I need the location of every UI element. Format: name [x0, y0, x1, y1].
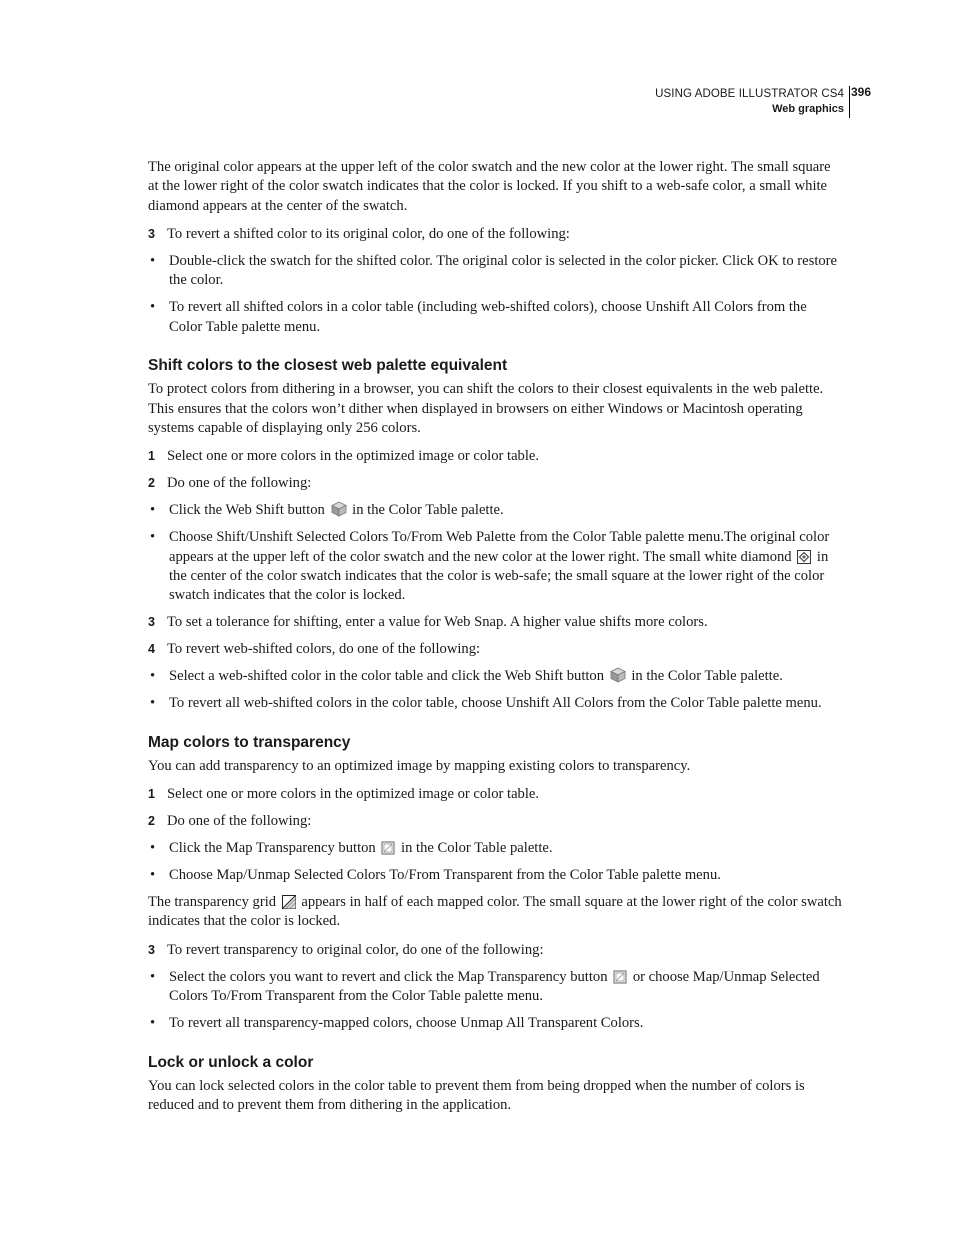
bullet: • — [150, 299, 156, 316]
bullet: • — [150, 668, 156, 685]
paragraph-lock: You can lock selected colors in the color table to prevent them from being dropped when the number of colors is reduced and to prevent them from dithering in the application. — [148, 1077, 805, 1113]
bullet-item — [148, 298, 842, 337]
bullet-text: Double-click the swatch for the shifted color. The original color is selected in the color picker. Click OK to restore the color. — [169, 253, 838, 289]
paragraph-map: You can add transparency to an optimized image by mapping existing colors to transparency. — [148, 757, 691, 774]
step-item — [148, 941, 842, 960]
bullet: • — [150, 253, 156, 270]
running-header — [655, 86, 844, 117]
bullet: • — [150, 695, 156, 712]
bullet-item — [148, 694, 842, 713]
paragraph-intro: The original color appears at the upper left of the color swatch and the new color at the lower right. The small square at the lower right of the color swatch indicates that the color is locked. If you shift to a web-safe color, a small white diamond appears at the center of the swatch. — [148, 159, 831, 214]
bullet: • — [150, 968, 156, 985]
paragraph-shift: To protect colors from dithering in a browser, you can shift the colors to their closest equivalents in the web palette. This ensures that the colors won’t dither when displayed in browsers on either Windows or Macintosh operating systems capable of displaying only 256 colors. — [148, 381, 824, 437]
bullet-text: Choose Map/Unmap Selected Colors To/From Transparent from the Color Table palette menu. — [169, 867, 721, 884]
web-shift-cube-icon — [610, 667, 626, 683]
section-title: Web graphics — [772, 103, 844, 115]
book-title: USING ADOBE ILLUSTRATOR CS4 — [655, 88, 844, 100]
step-text: To revert transparency to original color, do one of the following: — [167, 941, 544, 958]
transparency-grid-icon — [282, 895, 296, 909]
step-item — [148, 812, 842, 831]
step-number: 4 — [148, 642, 155, 657]
step-number: 2 — [148, 476, 155, 491]
step-number: 2 — [148, 814, 155, 829]
step-text: To set a tolerance for shifting, enter a value for Web Snap. A higher value shifts more colors. — [167, 614, 708, 631]
bullet-item — [148, 501, 842, 520]
step-text: Do one of the following: — [167, 813, 312, 830]
bullet-text: To revert all transparency-mapped colors, choose Unmap All Transparent Colors. — [169, 1015, 644, 1032]
step-text: Do one of the following: — [167, 475, 312, 492]
bullet: • — [150, 867, 156, 884]
bullet-text: To revert all shifted colors in a color table (including web-shifted colors), choose Unshift All Colors from the Color Table palette menu. — [169, 299, 807, 335]
bullet: • — [150, 529, 156, 546]
step-item — [148, 447, 842, 466]
bullet-item — [148, 667, 842, 686]
heading-map-transparency: Map colors to transparency — [148, 733, 351, 751]
bullet-item — [148, 252, 842, 291]
bullet-text: Choose Shift/Unshift Selected Colors To/From Web Palette from the Color Table palette menu.The original color appears at the upper left of the color swatch and the new color at the lower right. The small white diamond — [169, 529, 830, 565]
bullet-text: Select a web-shifted color in the color table and click the Web Shift button — [169, 668, 605, 685]
step-number: 1 — [148, 449, 155, 464]
bullet-item — [148, 968, 842, 1007]
header-rule — [849, 86, 850, 118]
bullet-text: or choose Map/Unmap Selected Colors To/From Transparent from the Color Table palette menu. — [169, 968, 820, 1005]
step-text: To revert web-shifted colors, do one of the following: — [167, 641, 481, 658]
paragraph-text: appears in half of each mapped color. The small square at the lower right of the color swatch indicates that the color is locked. — [148, 894, 842, 930]
step-item — [148, 613, 842, 632]
step-text: Select one or more colors in the optimized image or color table. — [167, 448, 540, 465]
bullet-text: in the Color Table palette. — [631, 668, 783, 685]
step-number: 3 — [148, 615, 155, 630]
bullet-text: Click the Map Transparency button — [169, 840, 376, 857]
bullet-text: in the center of the color swatch indicates that the color is web-safe; the small square at the lower right of the color swatch indicates that the color is locked. — [169, 548, 829, 604]
map-transparency-icon — [613, 970, 627, 984]
map-transparency-icon — [381, 841, 395, 855]
bullet: • — [150, 1015, 156, 1032]
bullet-item — [148, 1014, 842, 1033]
step-item — [148, 474, 842, 493]
step-number: 3 — [148, 227, 155, 242]
bullet: • — [150, 502, 156, 519]
step-text: Select one or more colors in the optimized image or color table. — [167, 786, 540, 803]
step-number: 3 — [148, 942, 155, 957]
page-number: 396 — [851, 85, 872, 99]
bullet-text: in the Color Table palette. — [352, 502, 504, 519]
heading-lock-color: Lock or unlock a color — [148, 1053, 314, 1071]
bullet-item — [148, 866, 842, 885]
bullet-item — [148, 839, 842, 858]
bullet-text: Select the colors you want to revert and click the Map Transparency button — [169, 968, 608, 985]
step-text: To revert a shifted color to its original color, do one of the following: — [167, 226, 570, 243]
web-shift-cube-icon — [331, 501, 347, 517]
bullet-text: Click the Web Shift button — [169, 502, 325, 519]
step-item — [148, 640, 842, 659]
step-number: 1 — [148, 787, 155, 802]
bullet-item — [148, 528, 842, 606]
paragraph-text: The transparency grid — [148, 894, 277, 911]
step-revert-shifted — [148, 225, 842, 244]
bullet-text: in the Color Table palette. — [401, 840, 553, 857]
page-body — [148, 158, 842, 1124]
step-item — [148, 785, 842, 804]
heading-shift-colors: Shift colors to the closest web palette equivalent — [148, 357, 508, 375]
bullet-text: To revert all web-shifted colors in the color table, choose Unshift All Colors from the Color Table palette menu. — [169, 695, 822, 712]
web-safe-diamond-icon — [797, 550, 811, 564]
bullet: • — [150, 840, 156, 857]
